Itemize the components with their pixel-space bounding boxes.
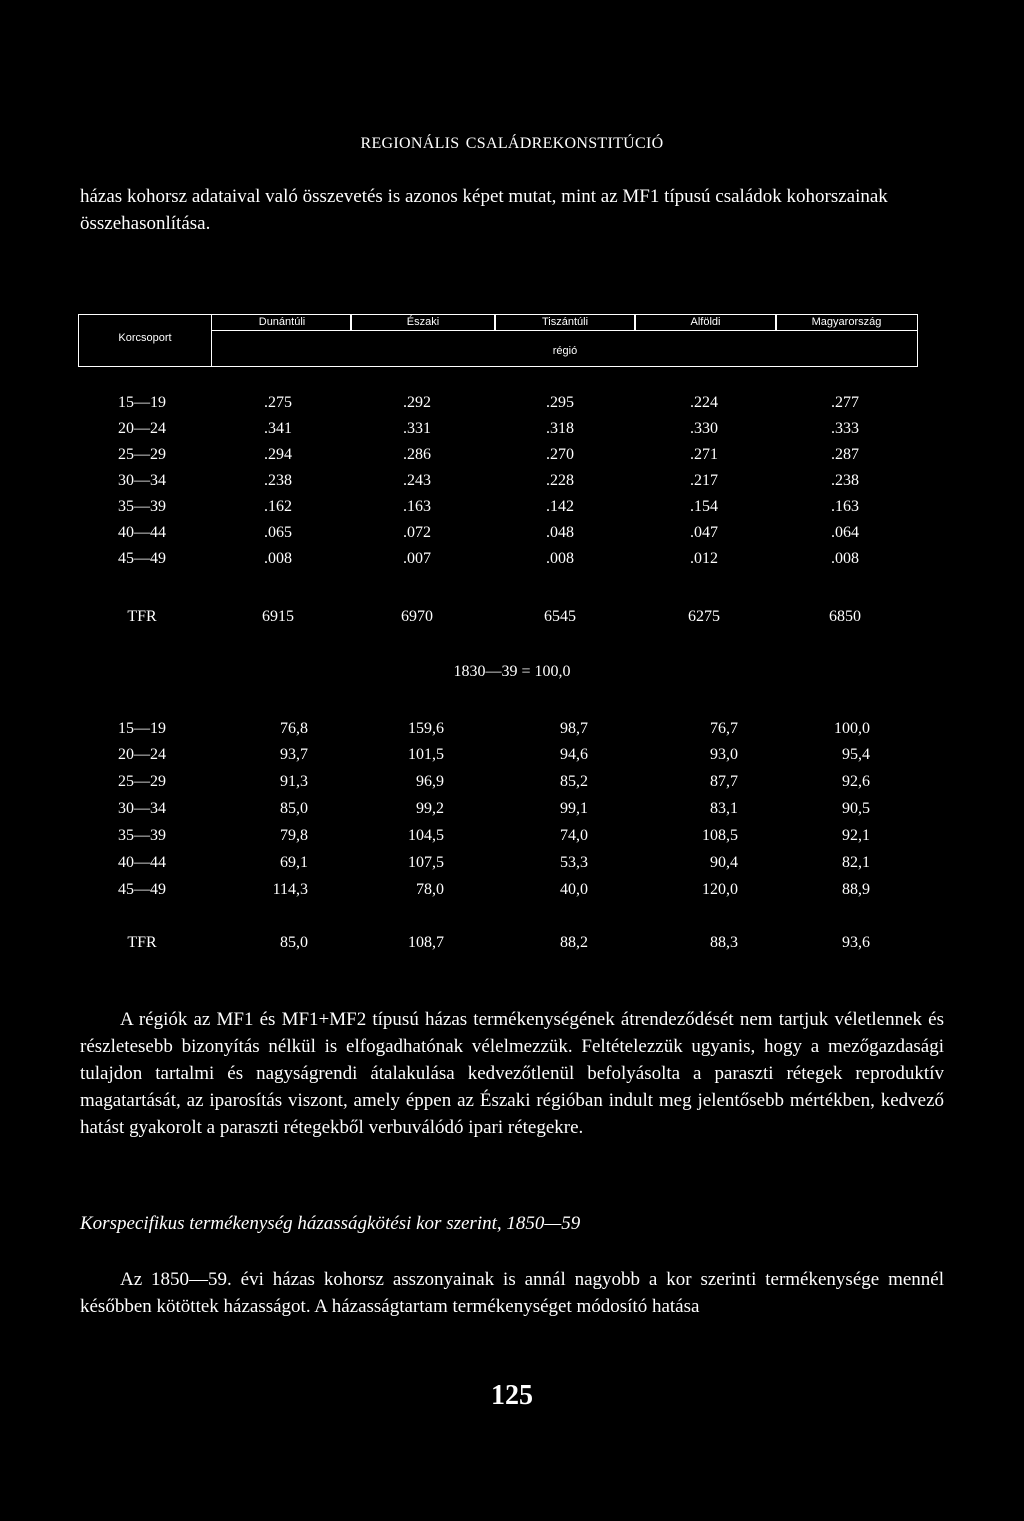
value-alfoldi: .012 <box>690 550 718 567</box>
body-paragraph-2: Az 1850—59. évi házas kohorsz asszonyainak is annál nagyobb a kor szerinti termékenysége mennél későbben kötöttek házasságot. A házasságtartam termékenységet módosító hatása <box>80 1269 944 1317</box>
value-alfoldi: .217 <box>690 472 718 489</box>
table-row <box>0 497 1024 523</box>
tfr-eszaki: 6970 <box>401 608 433 625</box>
value-alfoldi: .047 <box>690 524 718 541</box>
tfr-alfoldi: 6275 <box>688 608 720 625</box>
index-magyarorszag: 95,4 <box>842 746 870 763</box>
index-eszaki: 104,5 <box>408 827 444 844</box>
index-magyarorszag: 82,1 <box>842 854 870 871</box>
index-eszaki: 107,5 <box>408 854 444 871</box>
running-header: REGIONÁLIS CSALÁDREKONSTITÚCIÓ <box>360 135 664 152</box>
index-alfoldi: 120,0 <box>702 881 738 898</box>
intro-paragraph: házas kohorsz adataival való összevetés is azonos képet mutat, mint az MF1 típusú családok kohorszainak összehasonlítása. <box>80 186 888 234</box>
index-eszaki: 96,9 <box>416 773 444 790</box>
tfr-label: TFR <box>127 934 157 951</box>
age-group: 15—19 <box>118 720 166 737</box>
index-alfoldi: 108,5 <box>702 827 738 844</box>
value-magyarorszag: .238 <box>831 472 859 489</box>
index-dunantuli: 114,3 <box>272 881 308 898</box>
value-alfoldi: .154 <box>690 498 718 515</box>
index-basis: 1830—39 = 100,0 <box>453 663 571 680</box>
index-eszaki: 78,0 <box>416 881 444 898</box>
table-row <box>0 799 1024 825</box>
section-title: Korspecifikus termékenység házasságkötési kor szerint, 1850—59 <box>80 1213 581 1234</box>
tfr-label: TFR <box>127 608 157 625</box>
age-group: 40—44 <box>118 524 166 541</box>
index-dunantuli: 85,0 <box>280 800 308 817</box>
value-dunantuli: .275 <box>264 394 292 411</box>
tfr-index-row <box>0 933 1024 959</box>
value-dunantuli: .341 <box>264 420 292 437</box>
value-tiszantuli: .318 <box>546 420 574 437</box>
age-group: 35—39 <box>118 498 166 515</box>
index-magyarorszag: 100,0 <box>834 720 870 737</box>
table-row <box>0 853 1024 879</box>
table-row <box>0 719 1024 745</box>
index-magyarorszag: 88,9 <box>842 881 870 898</box>
age-group: 15—19 <box>118 394 166 411</box>
index-eszaki: 101,5 <box>408 746 444 763</box>
age-group: 20—24 <box>118 746 166 763</box>
table-row <box>0 471 1024 497</box>
value-tiszantuli: .048 <box>546 524 574 541</box>
index-alfoldi: 83,1 <box>710 800 738 817</box>
index-tiszantuli: 94,6 <box>560 746 588 763</box>
tfr-dunantuli: 6915 <box>262 608 294 625</box>
index-magyarorszag: 90,5 <box>842 800 870 817</box>
value-dunantuli: .162 <box>264 498 292 515</box>
value-eszaki: .163 <box>403 498 431 515</box>
table-row <box>0 523 1024 549</box>
age-group: 30—34 <box>118 472 166 489</box>
value-eszaki: .331 <box>403 420 431 437</box>
age-group: 45—49 <box>118 881 166 898</box>
index-alfoldi: 87,7 <box>710 773 738 790</box>
tfr-index-eszaki: 108,7 <box>408 934 444 951</box>
table-row <box>0 826 1024 852</box>
group-label-regio: régió <box>552 345 578 357</box>
age-group: 35—39 <box>118 827 166 844</box>
tfr-index-dunantuli: 85,0 <box>280 934 308 951</box>
value-alfoldi: .271 <box>690 446 718 463</box>
value-tiszantuli: .142 <box>546 498 574 515</box>
tfr-row <box>0 607 1024 633</box>
index-tiszantuli: 98,7 <box>560 720 588 737</box>
tfr-index-magyarorszag: 93,6 <box>842 934 870 951</box>
value-eszaki: .243 <box>403 472 431 489</box>
value-eszaki: .007 <box>403 550 431 567</box>
index-tiszantuli: 99,1 <box>560 800 588 817</box>
index-tiszantuli: 74,0 <box>560 827 588 844</box>
value-magyarorszag: .163 <box>831 498 859 515</box>
column-header-tiszantuli: Tiszántúli <box>541 316 589 328</box>
index-dunantuli: 76,8 <box>280 720 308 737</box>
value-dunantuli: .238 <box>264 472 292 489</box>
value-dunantuli: .294 <box>264 446 292 463</box>
tfr-magyarorszag: 6850 <box>829 608 861 625</box>
value-eszaki: .072 <box>403 524 431 541</box>
table-row <box>0 549 1024 575</box>
index-magyarorszag: 92,1 <box>842 827 870 844</box>
value-magyarorszag: .008 <box>831 550 859 567</box>
value-tiszantuli: .295 <box>546 394 574 411</box>
index-alfoldi: 90,4 <box>710 854 738 871</box>
table-row <box>0 445 1024 471</box>
body-paragraph-1: A régiók az MF1 és MF1+MF2 típusú házas termékenységének átrendeződését nem tartjuk véletlennek és részletesebb bizonyítás nélkül is elfogadhatónak vélelmezzük. Feltételezzük ugyanis, hogy a mezőgazdasági tulajdon tartalmi és nagyságrendi átalakulása kedvezőtlenül befolyásolta a paraszti rétegek reproduktív magatartását, az iparosítás viszont, amely éppen az Északi régióban indult meg jelentősebb mértékben, kedvező hatást gyakorolt a paraszti rétegekből verbuválódó ipari rétegekre. <box>80 1009 944 1138</box>
table-header <box>78 314 918 367</box>
age-group: 20—24 <box>118 420 166 437</box>
value-tiszantuli: .228 <box>546 472 574 489</box>
index-eszaki: 159,6 <box>408 720 444 737</box>
column-header-alfoldi: Alföldi <box>690 316 721 328</box>
page-number: 125 <box>491 1380 533 1411</box>
table-row <box>0 772 1024 798</box>
value-eszaki: .292 <box>403 394 431 411</box>
value-alfoldi: .224 <box>690 394 718 411</box>
index-alfoldi: 93,0 <box>710 746 738 763</box>
tfr-tiszantuli: 6545 <box>544 608 576 625</box>
index-tiszantuli: 85,2 <box>560 773 588 790</box>
value-magyarorszag: .277 <box>831 394 859 411</box>
index-dunantuli: 79,8 <box>280 827 308 844</box>
value-magyarorszag: .287 <box>831 446 859 463</box>
value-magyarorszag: .064 <box>831 524 859 541</box>
value-alfoldi: .330 <box>690 420 718 437</box>
age-group: 25—29 <box>118 446 166 463</box>
corner-header: Korcsoport <box>118 332 172 344</box>
table-row <box>0 393 1024 419</box>
value-eszaki: .286 <box>403 446 431 463</box>
index-dunantuli: 69,1 <box>280 854 308 871</box>
value-dunantuli: .008 <box>264 550 292 567</box>
value-dunantuli: .065 <box>264 524 292 541</box>
age-group: 30—34 <box>118 800 166 817</box>
index-eszaki: 99,2 <box>416 800 444 817</box>
column-header-magyarorszag: Magyarország <box>811 316 882 328</box>
index-dunantuli: 93,7 <box>280 746 308 763</box>
age-group: 45—49 <box>118 550 166 567</box>
index-dunantuli: 91,3 <box>280 773 308 790</box>
index-tiszantuli: 53,3 <box>560 854 588 871</box>
index-alfoldi: 76,7 <box>710 720 738 737</box>
table-row <box>0 419 1024 445</box>
column-header-eszaki: Északi <box>406 316 440 328</box>
value-tiszantuli: .270 <box>546 446 574 463</box>
index-tiszantuli: 40,0 <box>560 881 588 898</box>
table-row <box>0 880 1024 906</box>
table-row <box>0 745 1024 771</box>
tfr-index-tiszantuli: 88,2 <box>560 934 588 951</box>
tfr-index-alfoldi: 88,3 <box>710 934 738 951</box>
index-magyarorszag: 92,6 <box>842 773 870 790</box>
age-group: 25—29 <box>118 773 166 790</box>
value-magyarorszag: .333 <box>831 420 859 437</box>
age-group: 40—44 <box>118 854 166 871</box>
column-header-dunantuli: Dunántúli <box>258 316 306 328</box>
value-tiszantuli: .008 <box>546 550 574 567</box>
